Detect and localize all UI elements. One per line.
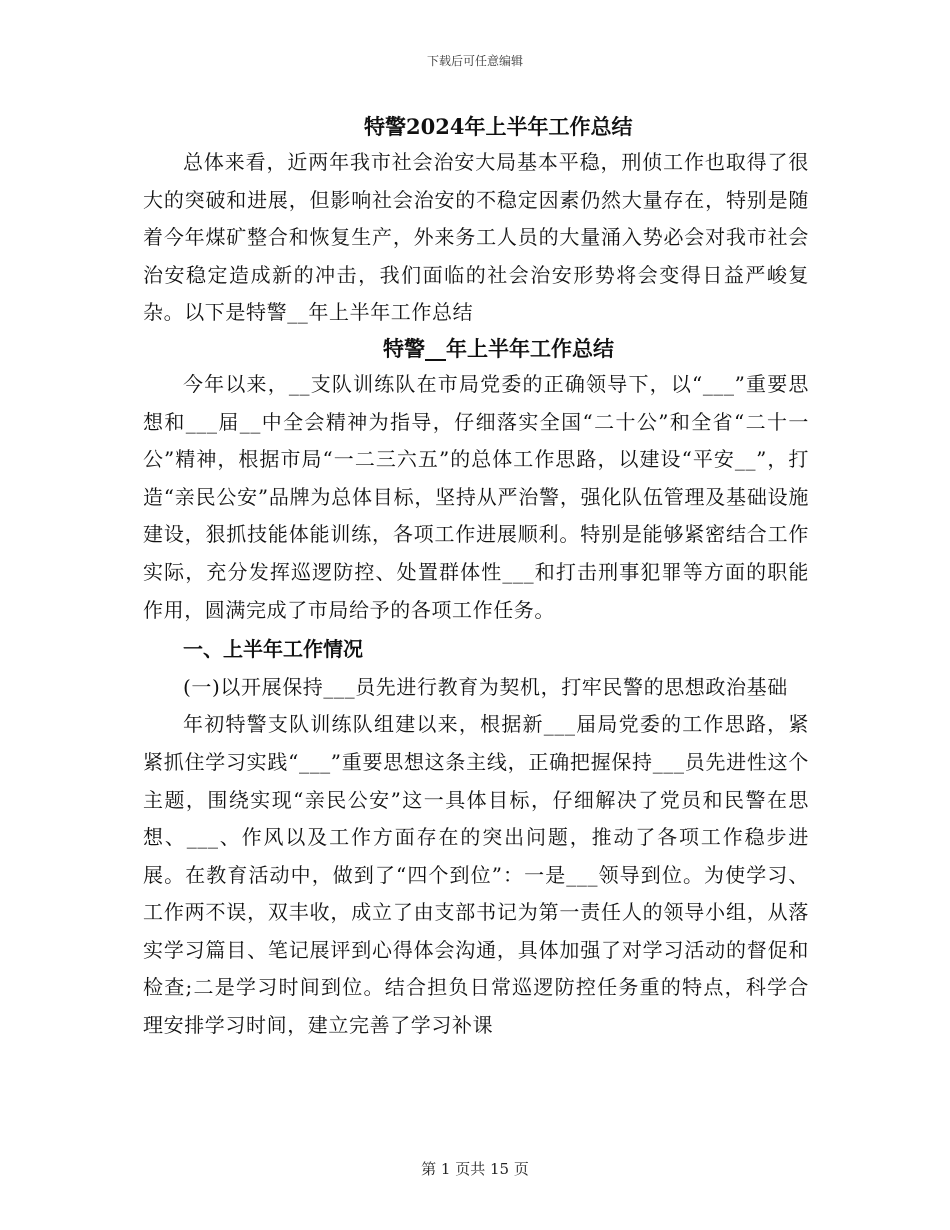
document-subtitle: 特警__年上半年工作总结: [383, 335, 614, 361]
page-footer: 第 1 页共 15 页: [421, 1160, 529, 1178]
header-note: 下载后可任意编辑: [426, 54, 523, 68]
section-heading-1: 一、上半年工作情况: [183, 637, 363, 662]
main-paragraph: 今年以来，__支队训练队在市局党委的正确领导下，以“___”重要思想和___届__中全会精神为指导，仔细落实全国“二十公”和全省“二十一公”精神，根据市局“一二三六五”的总体工作思路，以建设“平安__”，打造“亲民公安”品牌为总体目标，坚持从严治警，强化队伍管理及基础设施建设，狠抓技能体能训练，各项工作进展顺利。特别是能够紧密结合工作实际，充分发挥巡逻防控、处置群体性___和打击刑事犯罪等方面的职能作用，圆满完成了市局给予的各项工作任务。: [143, 371, 809, 622]
section-1-paragraph: 年初特警支队训练队组建以来，根据新___届局党委的工作思路，紧紧抓住学习实践“___”重要思想这条主线，正确把握保持___员先进性这个主题，围绕实现“亲民公安”这一具体目标，仔细解决了党员和民警在思想、___、作风以及工作方面存在的突出问题，推动了各项工作稳步进展。在教育活动中，做到了“四个到位”：一是___领导到位。为使学习、工作两不误，双丰收，成立了由支部书记为第一责任人的领导小组，从落实学习篇目、笔记展评到心得体会沟通，具体加强了对学习活动的督促和检查;二是学习时间到位。结合担负日常巡逻防控任务重的特点，科学合理安排学习时间，建立完善了学习补课: [143, 712, 810, 1038]
subsection-heading-1: (一)以开展保持___员先进行教育为契机，打牢民警的思想政治基础: [183, 674, 788, 699]
document-body: [143, 110, 809, 1045]
document-title: 特警2024年上半年工作总结: [364, 114, 633, 139]
intro-paragraph: 总体来看，近两年我市社会治安大局基本平稳，刑侦工作也取得了很大的突破和进展，但影响社会治安的不稳定因素仍然大量存在，特别是随着今年煤矿整合和恢复生产，外来务工人员的大量涌入势必会对我市社会治安稳定造成新的冲击，我们面临的社会治安形势将会变得日益严峻复杂。以下是特警__年上半年工作总结: [143, 150, 809, 325]
